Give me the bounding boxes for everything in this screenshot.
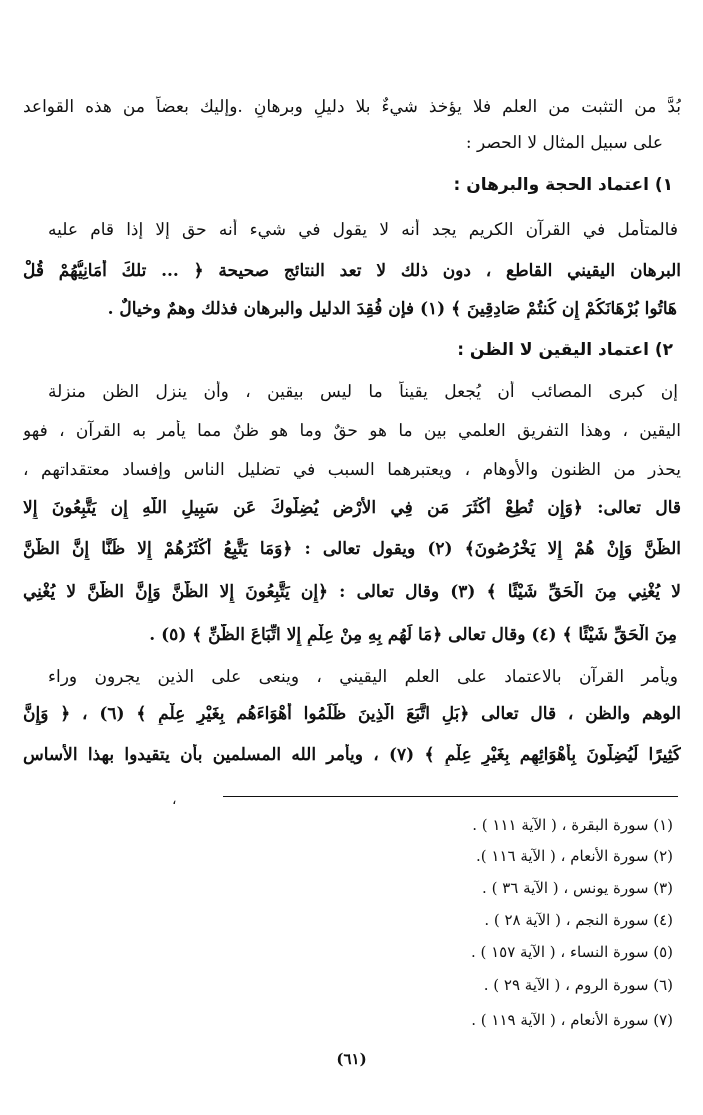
body-line-8: إن كبرى المصائب أن يُجعل يقيناً ما ليس بيقين ، وأن ينزل الظن منزلة: [48, 382, 678, 402]
footnote-separator: [223, 796, 678, 797]
footnote-4: (٤) سورة النجم ، ( الآية ٢٨ ) .: [484, 911, 673, 929]
body-line-4: فالمتأمل في القرآن الكريم يجد أنه لا يقول في شيء أنه حق إلا إذا قام عليه: [48, 220, 678, 240]
body-line-17: كَثِيرًا لَيُضِلُّونَ بِأَهْوَائِهِم بِغَيْرِ عِلْمٍ ﴾ (٧) ، ويأمر الله المسلمين بأن يتقيدوا بهذا الأساس: [23, 745, 681, 765]
body-line-2: على سبيل المثال لا الحصر :: [465, 133, 663, 153]
section-heading-2: ٢) اعتماد اليقين لا الظن :: [457, 340, 673, 360]
page-number: (٦١): [336, 1050, 367, 1068]
body-line-9: اليقين ، وهذا التفريق العلمي بين ما هو حقٌ وما هو ظنٌ مما يأمر به القرآن ، فهو: [23, 421, 681, 441]
footnote-7: (٧) سورة الأنعام ، ( الآية ١١٩ ) .: [471, 1011, 673, 1029]
body-line-11: قال تعالى: ﴿وَإِن تُطِعْ أَكْثَرَ مَن فِي الأَرْضِ يُضِلُّوكَ عَن سَبِيلِ اللَّهِ إِن يَتَّبِعُونَ إِلا: [23, 498, 681, 518]
footnote-3: (٣) سورة يونس ، ( الآية ٣٦ ) .: [482, 879, 673, 897]
body-line-5: البرهان اليقيني القاطع ، دون ذلك لا تعد النتائج صحيحة ﴿ ... تلكَ أَمَانِيُّهُمْ قُلْ: [23, 261, 681, 281]
stray-mark: ،: [172, 792, 177, 808]
footnote-2: (٢) سورة الأنعام ، ( الآية ١١٦ ).: [476, 847, 673, 865]
body-line-12: الظَّنَّ وَإِنْ هُمْ إِلا يَخْرُصُونَ﴾ (٢) ويقول تعالى : ﴿وَمَا يَتَّبِعُ أَكْثَرُهُمْ إِلا ظَنًّا إِنَّ الظَّنَّ: [23, 539, 681, 559]
body-line-16: الوهم والظن ، قال تعالى ﴿بَلِ اتَّبَعَ الَّذِينَ ظَلَمُوا أَهْوَاءَهُم بِغَيْرِ عِلْمٍ ﴾ (٦) ، ﴿ وَإِنَّ: [23, 704, 681, 724]
body-line-1: بُدَّ من التثبت من العلم فلا يؤخذ شيءٌ بلا دليلٍ وبرهانٍ .وإليك بعضاً من هذه القواعد: [23, 97, 681, 117]
body-line-14: مِنَ الْحَقِّ شَيْئًا ﴾ (٤) وقال تعالى ﴿مَا لَهُم بِهِ مِنْ عِلْمٍ إِلا اتِّبَاعَ الظَّنِّ ﴾ (٥) .: [149, 625, 677, 645]
body-line-10: يحذر من الظنون والأوهام ، ويعتبرهما السبب في تضليل الناس وإفساد معتقداتهم ،: [23, 460, 681, 480]
body-line-15: ويأمر القرآن بالاعتماد على العلم اليقيني ، وينعى على الذين يجرون وراء: [48, 667, 678, 687]
section-heading-1: ١) اعتماد الحجة والبرهان :: [453, 175, 673, 195]
body-line-6: هَاتُوا بُرْهَانَكُمْ إِن كُنتُمْ صَادِقِينَ ﴾ (١) فإن فُقِدَ الدليل والبرهان فذلك وهمٌ وخيالٌ .: [107, 299, 677, 319]
footnote-1: (١) سورة البقرة ، ( الآية ١١١ ) .: [472, 816, 673, 834]
body-line-13: لا يُغْنِي مِنَ الْحَقِّ شَيْئًا ﴾ (٣) وقال تعالى : ﴿إِن يَتَّبِعُونَ إِلا الظَّنَّ وَإِنَّ الظَّنَّ لا يُغْنِي: [23, 582, 681, 602]
footnote-5: (٥) سورة النساء ، ( الآية ١٥٧ ) .: [470, 943, 673, 961]
footnote-6: (٦) سورة الروم ، ( الآية ٢٩ ) .: [483, 976, 673, 994]
